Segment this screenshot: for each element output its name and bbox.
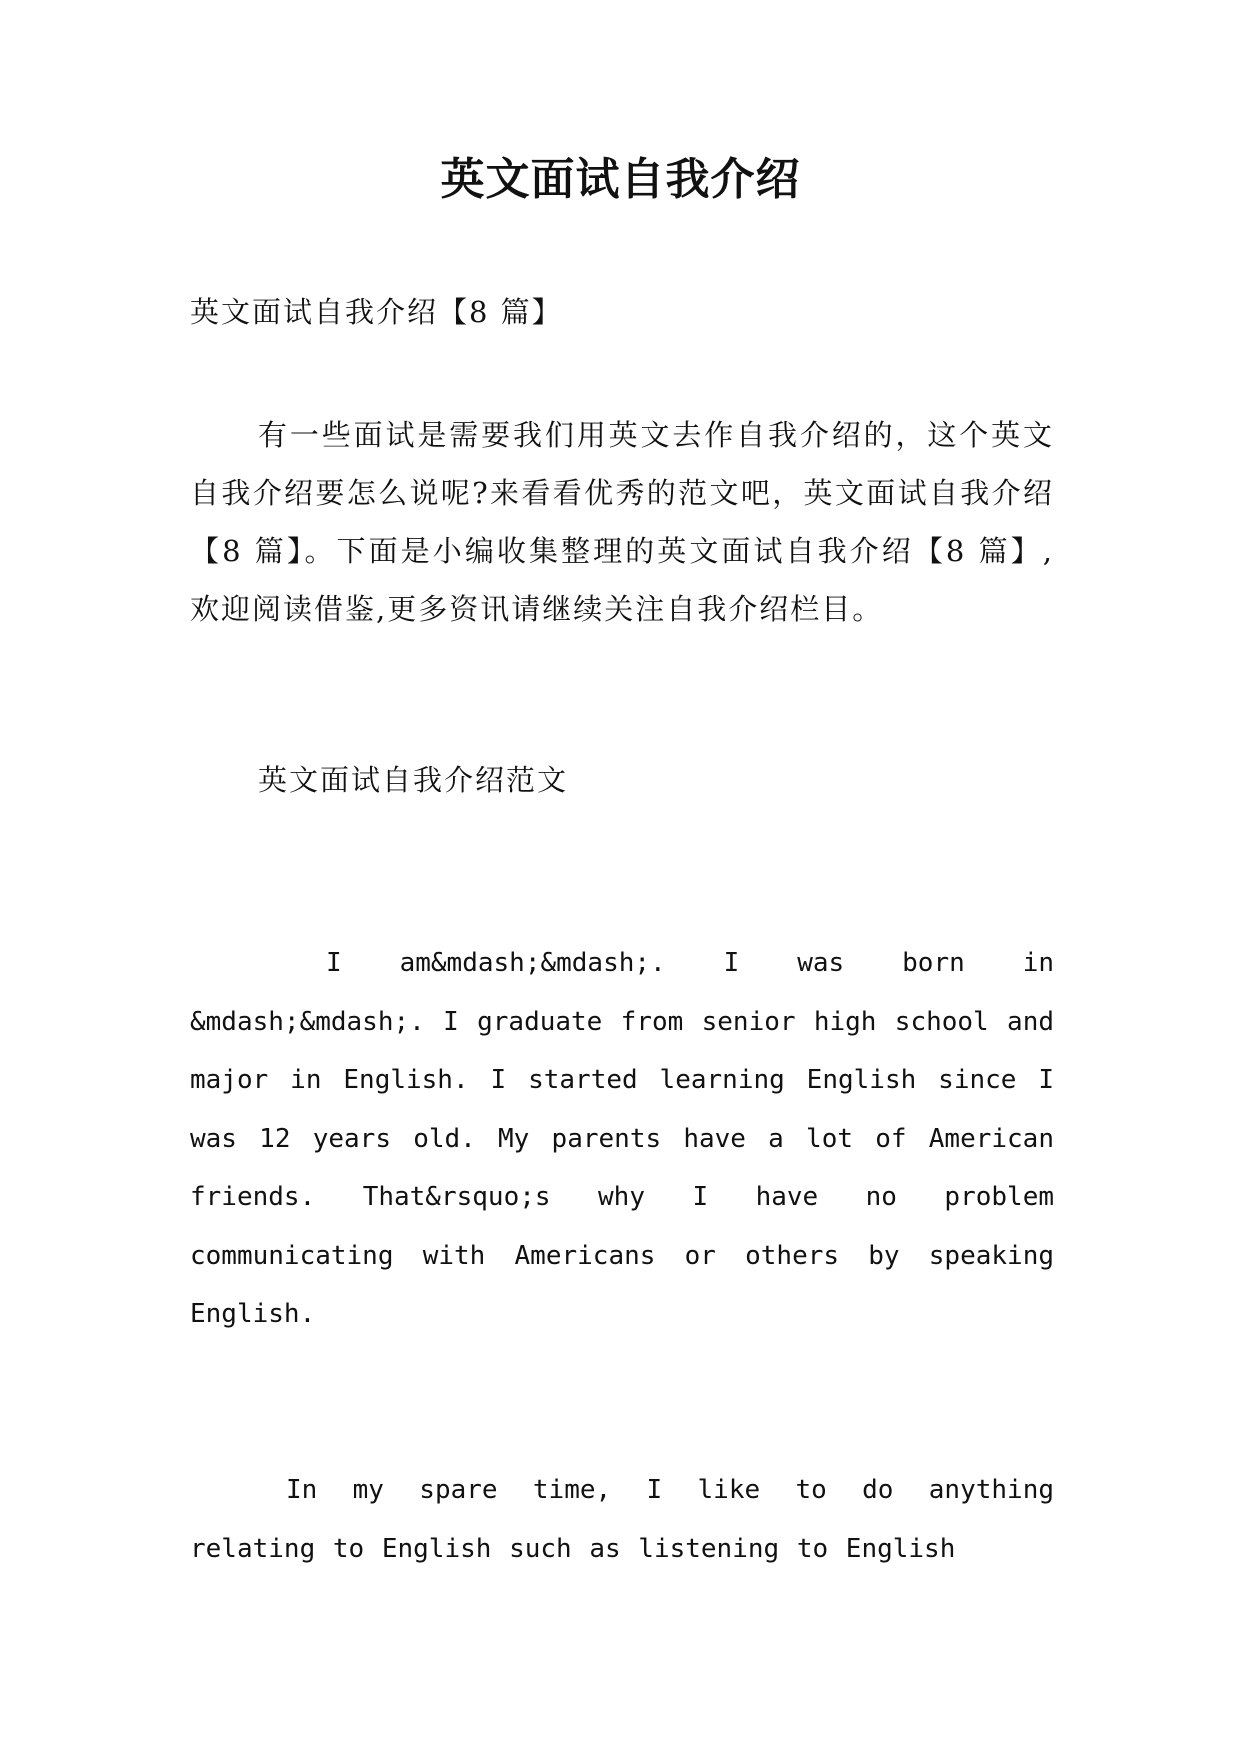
document-title: 英文面试自我介绍 — [440, 154, 801, 205]
english-paragraph-1: I am&mdash;&mdash;. I was born in &mdash;&mdash;. I graduate from senior high school and major in English. I started learning English since I was 12 years old. My parents have a lot of American friends. That&rsquo;s why I have no problem communicating with Americans or others by speaking English. — [190, 948, 1054, 1329]
document-subtitle: 英文面试自我介绍【8 篇】 — [190, 295, 563, 329]
english-paragraph-2: In my spare time, I like to do anything relating to English such as listening to English — [190, 1475, 1054, 1564]
section-heading: 英文面试自我介绍范文 — [258, 763, 569, 797]
intro-paragraph: 有一些面试是需要我们用英文去作自我介绍的，这个英文自我介绍要怎么说呢?来看看优秀的范文吧，英文面试自我介绍【8 篇】。下面是小编收集整理的英文面试自我介绍【8 篇】,欢迎阅读借鉴,更多资讯请继续关注自我介绍栏目。 — [190, 418, 1054, 626]
